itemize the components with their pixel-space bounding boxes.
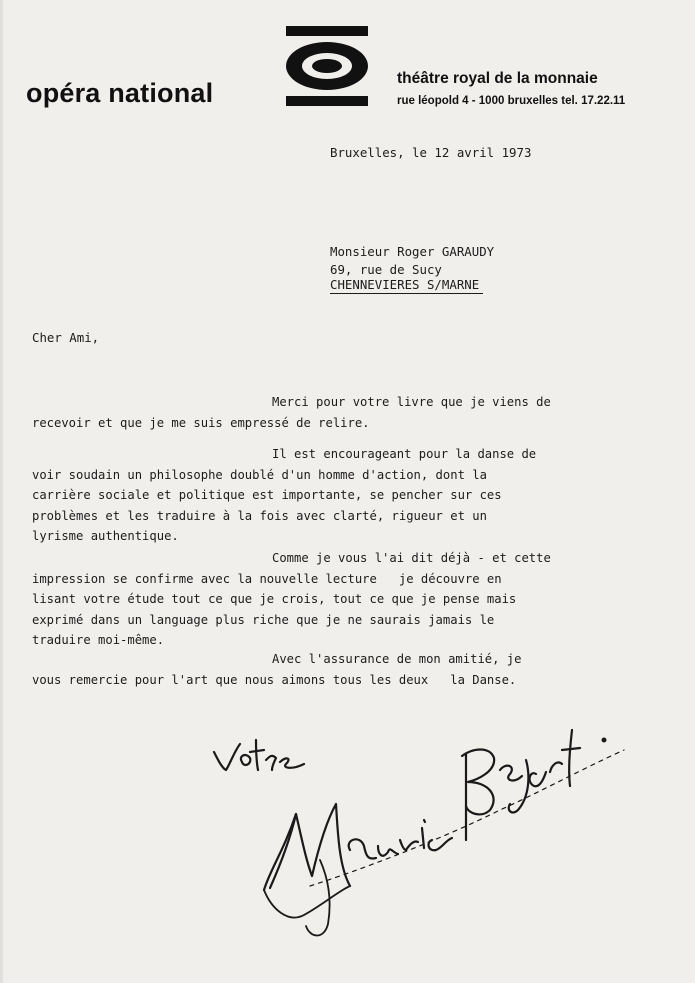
paragraph-line: carrière sociale et politique est importante, se pencher sur ces xyxy=(32,488,502,502)
salutation: Cher Ami, xyxy=(32,330,100,345)
paragraph-line: lisant votre étude tout ce que je crois, tout ce que je pense mais xyxy=(32,592,517,606)
theatre-address: rue léopold 4 - 1000 bruxelles tel. 17.22.11 xyxy=(397,95,626,107)
paragraph-line: traduire moi-même. xyxy=(32,633,165,647)
paragraph-4 xyxy=(32,649,521,690)
paragraph-line: exprimé dans un language plus riche que je ne saurais jamais le xyxy=(32,612,495,627)
paragraph-line: Avec l'assurance de mon amitié, je xyxy=(272,652,522,666)
paragraph-line: Il est encourageant pour la danse de xyxy=(272,447,537,461)
paragraph-3 xyxy=(32,548,551,651)
paragraph-line: Merci pour votre livre que je viens de xyxy=(272,395,551,409)
scan-edge xyxy=(0,0,3,983)
paragraph-line: recevoir et que je me suis empressé de relire. xyxy=(32,415,370,430)
paragraph-line: problèmes et les traduire à la fois avec clarté, rigueur et un xyxy=(32,508,487,523)
paragraph-line: Comme je vous l'ai dit déjà - et cette xyxy=(272,551,551,565)
org-name: opéra national xyxy=(26,78,214,108)
paragraph-line: voir soudain un philosophe doublé d'un homme d'action, dont la xyxy=(32,467,487,482)
recipient-city: CHENNEVIERES S/MARNE xyxy=(330,276,483,294)
theatre-name: théâtre royal de la monnaie xyxy=(397,70,598,87)
paragraph-1 xyxy=(32,392,551,433)
paragraph-2 xyxy=(32,444,536,547)
recipient-name: Monsieur Roger GARAUDY xyxy=(330,244,495,259)
dateline: Bruxelles, le 12 avril 1973 xyxy=(330,145,532,160)
paragraph-line: lyrisme authentique. xyxy=(32,529,179,543)
recipient-street: 69, rue de Sucy xyxy=(330,262,442,277)
paragraph-line: vous remercie pour l'art que nous aimons tous les deux la Danse. xyxy=(32,672,517,687)
monnaie-eye-logo-icon xyxy=(286,26,368,106)
paragraph-line: impression se confirme avec la nouvelle lecture je découvre en xyxy=(32,571,502,586)
handwritten-signature xyxy=(200,700,640,950)
